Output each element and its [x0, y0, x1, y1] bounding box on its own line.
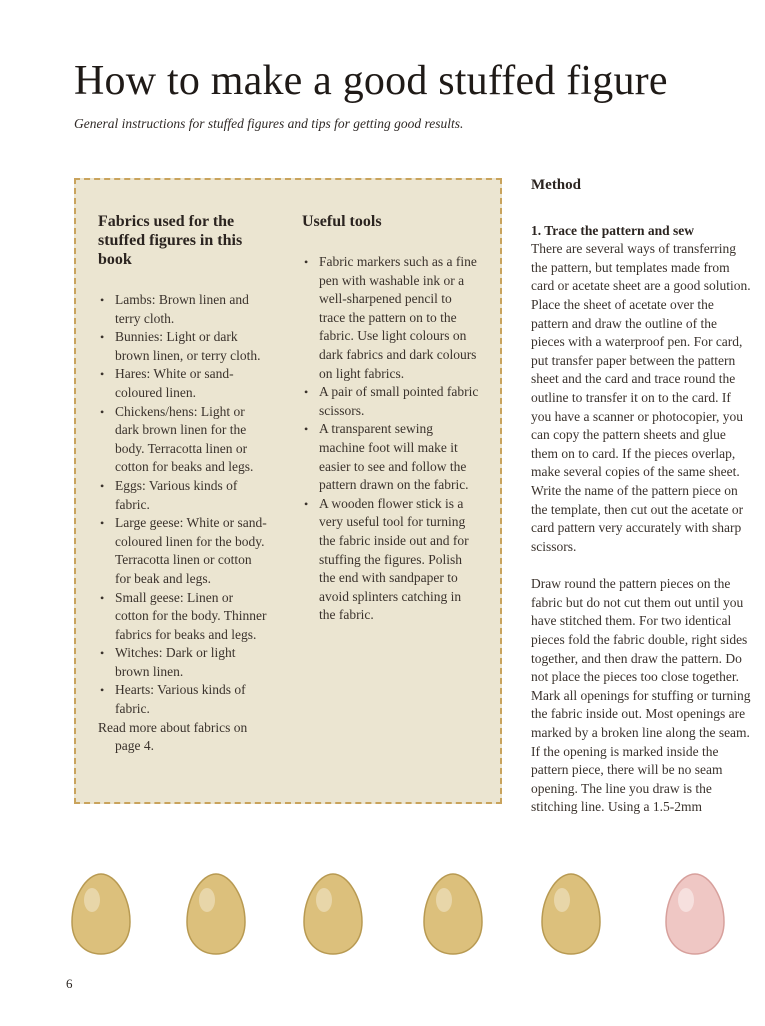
egg-illustration	[185, 872, 247, 956]
list-item: • Chickens/hens: Light or dark brown linen for the body. Terracotta linen or cotton for beaks and legs.	[98, 403, 268, 477]
list-item: • Hares: White or sand-coloured linen.	[98, 365, 268, 402]
list-item: • Eggs: Various kinds of fabric.	[98, 477, 268, 514]
list-item: • Small geese: Linen or cotton for the body. Thinner fabrics for beaks and legs.	[98, 589, 268, 645]
list-item: • A transparent sewing machine foot will make it easier to see and follow the pattern drawn on the fabric.	[302, 420, 480, 494]
list-item: • Lambs: Brown linen and terry cloth.	[98, 291, 268, 328]
tools-list	[302, 253, 480, 625]
fabrics-note-text: Read more about fabrics on	[98, 719, 248, 735]
fabrics-note	[98, 719, 268, 756]
method-section	[531, 176, 751, 836]
list-item: • A wooden flower stick is a very useful tool for turning the fabric inside out and for stuffing the figures. Polish the end with sandpaper to avoid splinters catching in the fabric.	[302, 495, 480, 625]
method-paragraph: Draw round the pattern pieces on the fabric but do not cut them out until you have stitched them. For two identical pieces fold the fabric double, right sides together, and then draw the pattern. Do not place the pieces too close together. Mark all openings for stuffing or turning the fabric inside out. Most openings are marked by a broken line along the seam. If the opening is marked inside the pattern piece, there will be no seam opening. The line you draw is the stitching line. Using a 1.5-2mm	[531, 576, 751, 815]
egg-illustration	[70, 872, 132, 956]
list-item: • Witches: Dark or light brown linen.	[98, 644, 268, 681]
tools-column	[302, 212, 480, 625]
egg-illustration	[540, 872, 602, 956]
list-item: • Fabric markers such as a fine pen with washable ink or a well-sharpened pencil to trace the pattern on to the fabric. Use light colours on dark fabrics and dark colours on light fabrics.	[302, 253, 480, 383]
fabrics-heading: Fabrics used for the stuffed figures in this book	[98, 213, 243, 268]
egg-illustration	[422, 872, 484, 956]
egg-illustration	[664, 872, 726, 956]
page-title: How to make a good stuffed figure	[74, 58, 668, 104]
page-subtitle: General instructions for stuffed figures and tips for getting good results.	[74, 116, 464, 131]
method-paragraph: There are several ways of transferring the pattern, but templates made from card or acetate sheet are a good solution. Place the sheet of acetate over the pattern and draw the outline of the pieces with a waterproof pen. For card, put transfer paper between the pattern sheet and the card and trace round the outline to transfer it on to the card. If you have a scanner or photocopier, you can copy the pattern sheets and glue them on to card. If the pieces overlap, make several copies of the same sheet. Write the name of the pattern piece on the template, then cut out the acetate or card pattern very accurately with sharp scissors.	[531, 241, 751, 554]
method-heading: Method	[531, 177, 581, 193]
fabrics-note-page: page 4.	[115, 738, 154, 754]
fabrics-column	[98, 212, 268, 756]
list-item: • Hearts: Various kinds of fabric.	[98, 681, 268, 718]
egg-illustration	[302, 872, 364, 956]
info-box	[74, 178, 502, 804]
list-item: • A pair of small pointed fabric scissors.	[302, 383, 480, 420]
list-item: • Large geese: White or sand-coloured linen for the body. Terracotta linen or cotton for beak and legs.	[98, 514, 268, 588]
fabrics-list	[98, 291, 268, 719]
page-number: 6	[66, 976, 73, 991]
list-item: • Bunnies: Light or dark brown linen, or terry cloth.	[98, 328, 268, 365]
step-heading: 1. Trace the pattern and sew	[531, 222, 694, 238]
egg-illustrations	[60, 872, 740, 972]
tools-heading: Useful tools	[302, 213, 382, 230]
